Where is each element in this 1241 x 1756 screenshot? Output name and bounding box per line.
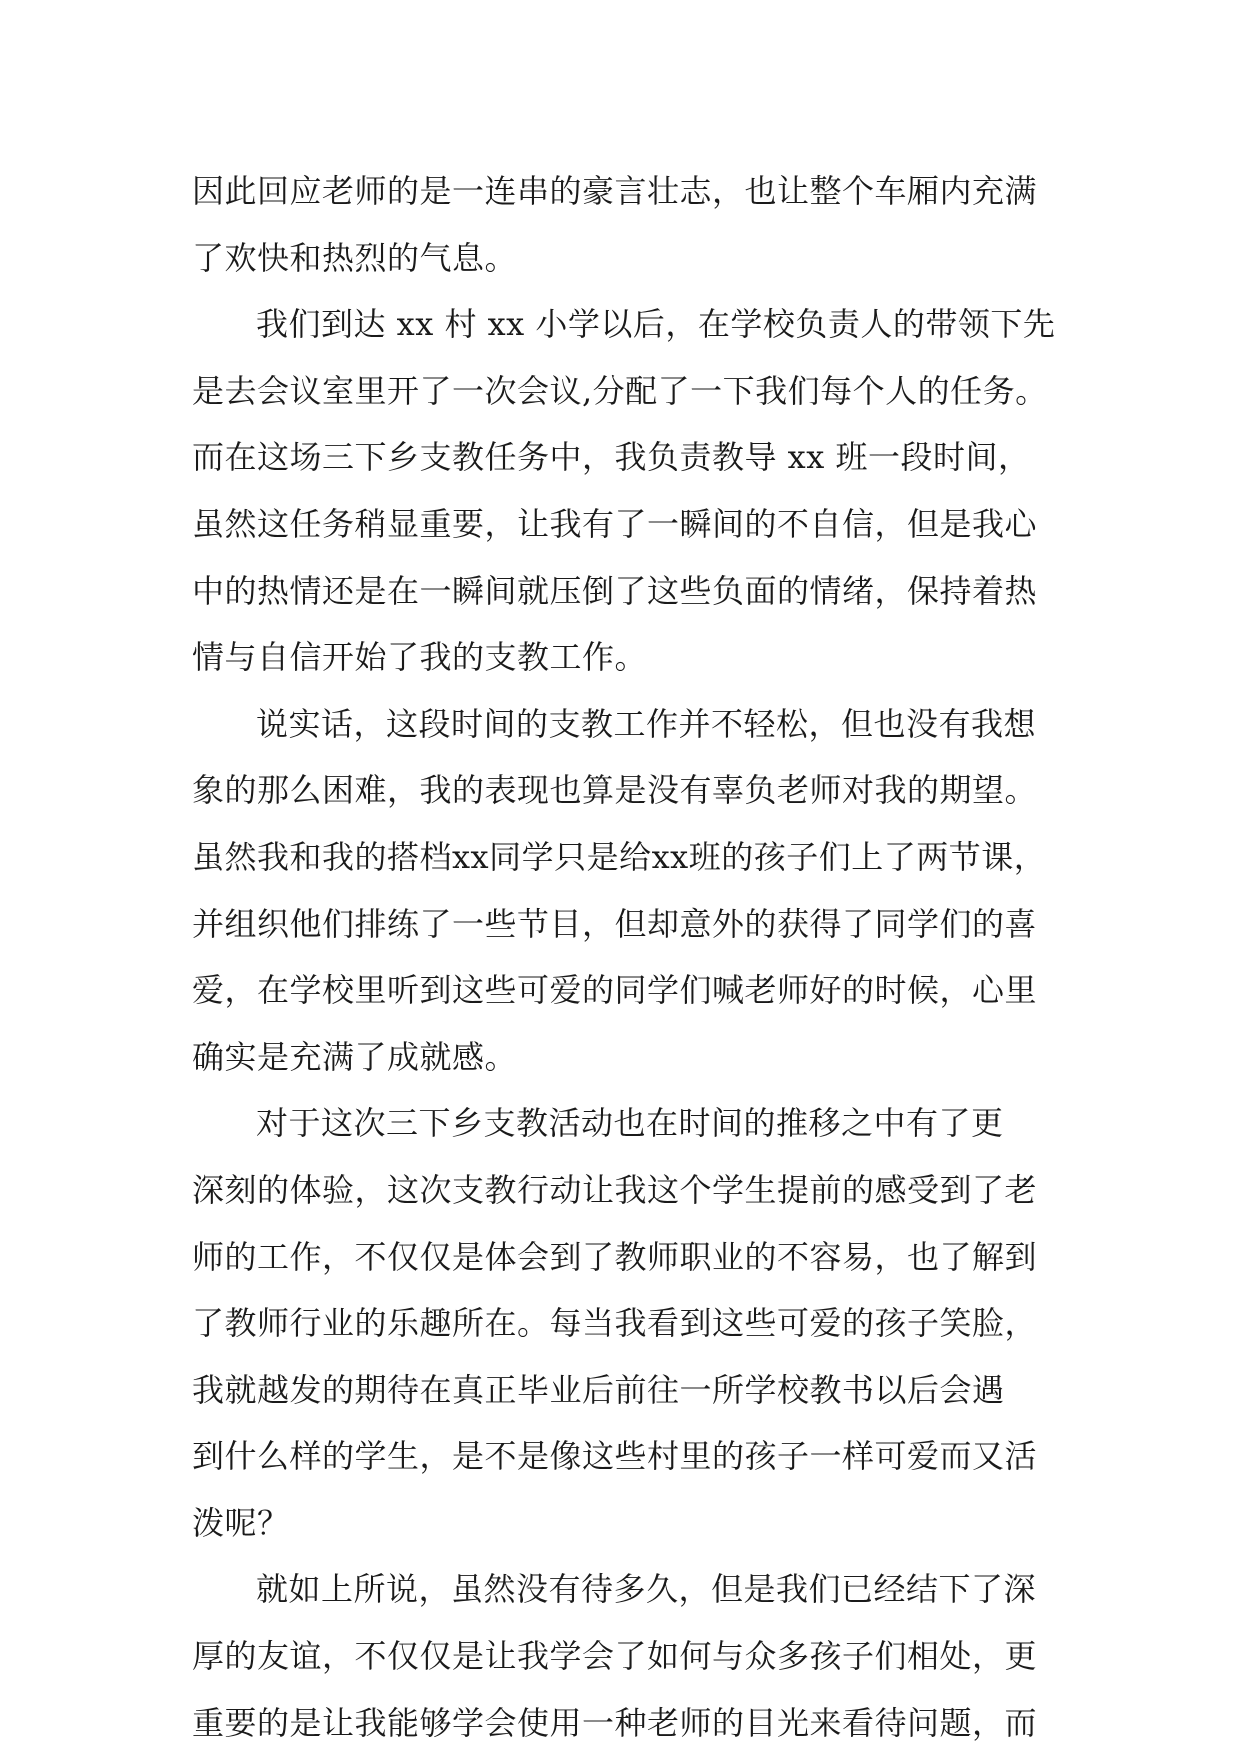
text-line: 确实是充满了成就感。 bbox=[192, 1037, 518, 1076]
text-line: 象的那么困难，我的表现也算是没有辜负老师对我的期望。 bbox=[192, 771, 1038, 810]
text-line: 并组织他们排练了一些节目，但却意外的获得了同学们的喜 bbox=[192, 904, 1038, 943]
text-line: 师的工作，不仅仅是体会到了教师职业的不容易，也了解到 bbox=[192, 1237, 1038, 1276]
paragraph-start: 我们到达 xx 村 xx 小学以后，在学校负责人的带领下先 bbox=[256, 305, 1056, 344]
text-line: 深刻的体验，这次支教行动让我这个学生提前的感受到了老 bbox=[192, 1170, 1038, 1209]
text-line: 中的热情还是在一瞬间就压倒了这些负面的情绪，保持着热 bbox=[192, 571, 1038, 610]
document-body bbox=[192, 158, 1056, 1756]
text-line: 了欢快和热烈的气息。 bbox=[192, 238, 518, 277]
text-line: 到什么样的学生，是不是像这些村里的孩子一样可爱而又活 bbox=[192, 1437, 1038, 1476]
text-line: 重要的是让我能够学会使用一种老师的目光来看待问题，而 bbox=[192, 1703, 1038, 1742]
text-line: 我就越发的期待在真正毕业后前往一所学校教书以后会遇 bbox=[192, 1370, 1005, 1409]
text-line: 泼呢？ bbox=[192, 1503, 290, 1542]
text-line: 虽然这任务稍显重要，让我有了一瞬间的不自信，但是我心 bbox=[192, 504, 1038, 543]
text-line: 了教师行业的乐趣所在。每当我看到这些可爱的孩子笑脸， bbox=[192, 1304, 1038, 1343]
text-line: 虽然我和我的搭档xx同学只是给xx班的孩子们上了两节课， bbox=[192, 837, 1047, 876]
text-line: 爱，在学校里听到这些可爱的同学们喊老师好的时候，心里 bbox=[192, 971, 1038, 1010]
text-line: 而在这场三下乡支教任务中，我负责教导 xx 班一段时间， bbox=[192, 438, 1031, 477]
paragraph-start: 说实话，这段时间的支教工作并不轻松，但也没有我想 bbox=[256, 704, 1037, 743]
text-line: 情与自信开始了我的支教工作。 bbox=[192, 638, 648, 677]
paragraph-start: 对于这次三下乡支教活动也在时间的推移之中有了更 bbox=[256, 1104, 1004, 1143]
text-line: 厚的友谊，不仅仅是让我学会了如何与众多孩子们相处，更 bbox=[192, 1637, 1038, 1676]
text-line: 因此回应老师的是一连串的豪言壮志，也让整个车厢内充满 bbox=[192, 172, 1038, 210]
text-line: 是去会议室里开了一次会议,分配了一下我们每个人的任务。 bbox=[192, 371, 1048, 410]
paragraph-start: 就如上所说，虽然没有待多久，但是我们已经结下了深 bbox=[256, 1570, 1037, 1609]
